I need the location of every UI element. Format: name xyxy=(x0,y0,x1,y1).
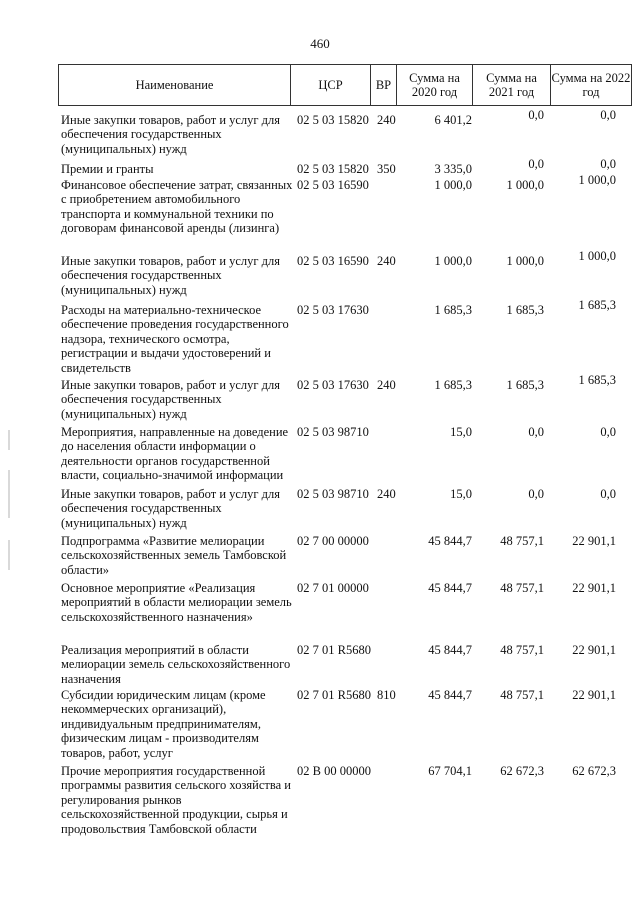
row-name: Реализация мероприятий в области мелиорации земель сельскохозяйственного назначения xyxy=(61,643,291,686)
row-name: Финансовое обеспечение затрат, связанных с приобретением автомобильного транспорта и коммунальной техники по договорам финансовой аренды (лизинга) xyxy=(61,178,293,236)
row-name: Иные закупки товаров, работ и услуг для обеспечения государственных (муниципальных) нужд xyxy=(61,378,281,421)
row-2021: 0,0 xyxy=(528,425,544,439)
row-name: Иные закупки товаров, работ и услуг для обеспечения государственных (муниципальных) нужд xyxy=(61,487,281,530)
row-2021: 0,0 xyxy=(528,487,544,501)
row-csr: 02 7 00 00000 xyxy=(297,534,369,548)
header-2022: Сумма на 2022 год xyxy=(551,71,631,99)
row-2020: 45 844,7 xyxy=(428,643,472,657)
row-2020: 45 844,7 xyxy=(428,581,472,595)
row-vr: 240 xyxy=(377,378,396,392)
row-csr: 02 5 03 17630 xyxy=(297,303,369,317)
row-vr: 240 xyxy=(377,254,396,268)
row-csr: 02 5 03 17630 xyxy=(297,378,369,392)
row-2022: 1 685,3 xyxy=(578,373,616,387)
row-name: Премии и гранты xyxy=(61,162,154,176)
row-2022: 1 000,0 xyxy=(578,173,616,187)
row-name: Основное мероприятие «Реализация мероприятий в области мелиорации земель сельскохозяйственного назначения» xyxy=(61,581,292,624)
row-csr: 02 5 03 15820 xyxy=(297,162,369,176)
row-2020: 67 704,1 xyxy=(428,764,472,778)
scan-artifact xyxy=(8,540,10,570)
row-2021: 48 757,1 xyxy=(500,534,544,548)
row-2021: 1 000,0 xyxy=(506,254,544,268)
row-csr: 02 5 03 16590 xyxy=(297,254,369,268)
header-2021: Сумма на 2021 год xyxy=(473,65,551,105)
row-2021: 1 000,0 xyxy=(506,178,544,192)
row-2022: 0,0 xyxy=(600,108,616,122)
row-2021: 48 757,1 xyxy=(500,688,544,702)
header-name: Наименование xyxy=(59,65,291,105)
row-name: Иные закупки товаров, работ и услуг для обеспечения государственных (муниципальных) нужд xyxy=(61,113,281,156)
row-name: Иные закупки товаров, работ и услуг для обеспечения государственных (муниципальных) нужд xyxy=(61,254,281,297)
row-csr: 02 5 03 16590 xyxy=(297,178,369,192)
row-csr: 02 5 03 15820 xyxy=(297,113,369,127)
row-csr: 02 7 01 R5680 xyxy=(297,688,371,702)
row-2021: 1 685,3 xyxy=(506,303,544,317)
row-2020: 45 844,7 xyxy=(428,534,472,548)
row-csr: 02 5 03 98710 xyxy=(297,425,369,439)
scan-artifact xyxy=(8,470,10,518)
row-2022: 0,0 xyxy=(600,157,616,171)
row-name: Прочие мероприятия государственной программы развития сельского хозяйства и регулирования рынков сельскохозяйственной продукции, сырья и продовольствия Тамбовской области xyxy=(61,764,291,836)
row-2020: 45 844,7 xyxy=(428,688,472,702)
row-2022: 62 672,3 xyxy=(572,764,616,778)
row-vr: 240 xyxy=(377,487,396,501)
row-name: Мероприятия, направленные на доведение до населения области информации о деятельности органов государственной власти, социально-значимой информации xyxy=(61,425,289,483)
table-header xyxy=(58,64,632,106)
row-2020: 15,0 xyxy=(450,425,472,439)
row-csr: 02 7 01 00000 xyxy=(297,581,369,595)
row-2021: 62 672,3 xyxy=(500,764,544,778)
row-2020: 15,0 xyxy=(450,487,472,501)
row-csr: 02 5 03 98710 xyxy=(297,487,369,501)
row-name: Субсидии юридическим лицам (кроме некоммерческих организаций), индивидуальным предпринимателям, физическим лицам - производителям товаров, работ, услуг xyxy=(61,688,266,760)
row-2022: 22 901,1 xyxy=(572,643,616,657)
row-2022: 1 685,3 xyxy=(578,298,616,312)
row-2020: 1 685,3 xyxy=(434,303,472,317)
row-2022: 22 901,1 xyxy=(572,534,616,548)
row-name: Подпрограмма «Развитие мелиорации сельскохозяйственных земель Тамбовской области» xyxy=(61,534,287,577)
row-csr: 02 В 00 00000 xyxy=(297,764,371,778)
row-csr: 02 7 01 R5680 xyxy=(297,643,371,657)
row-2020: 1 685,3 xyxy=(434,378,472,392)
header-2020: Сумма на 2020 год xyxy=(397,65,473,105)
row-2020: 6 401,2 xyxy=(434,113,472,127)
row-2020: 3 335,0 xyxy=(434,162,472,176)
row-2021: 0,0 xyxy=(528,157,544,171)
row-2022: 0,0 xyxy=(600,425,616,439)
row-vr: 240 xyxy=(377,113,396,127)
row-2020: 1 000,0 xyxy=(434,178,472,192)
header-csr: ЦСР xyxy=(291,65,371,105)
row-2020: 1 000,0 xyxy=(434,254,472,268)
row-2022: 22 901,1 xyxy=(572,581,616,595)
scan-artifact xyxy=(8,430,10,450)
row-vr: 350 xyxy=(377,162,396,176)
row-name: Расходы на материально-техническое обеспечение проведения государственного надзора, технического осмотра, регистрации и выдачи удостоверений и свидетельств xyxy=(61,303,289,375)
row-2021: 1 685,3 xyxy=(506,378,544,392)
row-2021: 0,0 xyxy=(528,108,544,122)
row-vr: 810 xyxy=(377,688,396,702)
header-vr: ВР xyxy=(371,65,397,105)
row-2022: 0,0 xyxy=(600,487,616,501)
row-2021: 48 757,1 xyxy=(500,643,544,657)
row-2021: 48 757,1 xyxy=(500,581,544,595)
page-number: 460 xyxy=(310,36,330,51)
row-2022: 22 901,1 xyxy=(572,688,616,702)
row-2022: 1 000,0 xyxy=(578,249,616,263)
